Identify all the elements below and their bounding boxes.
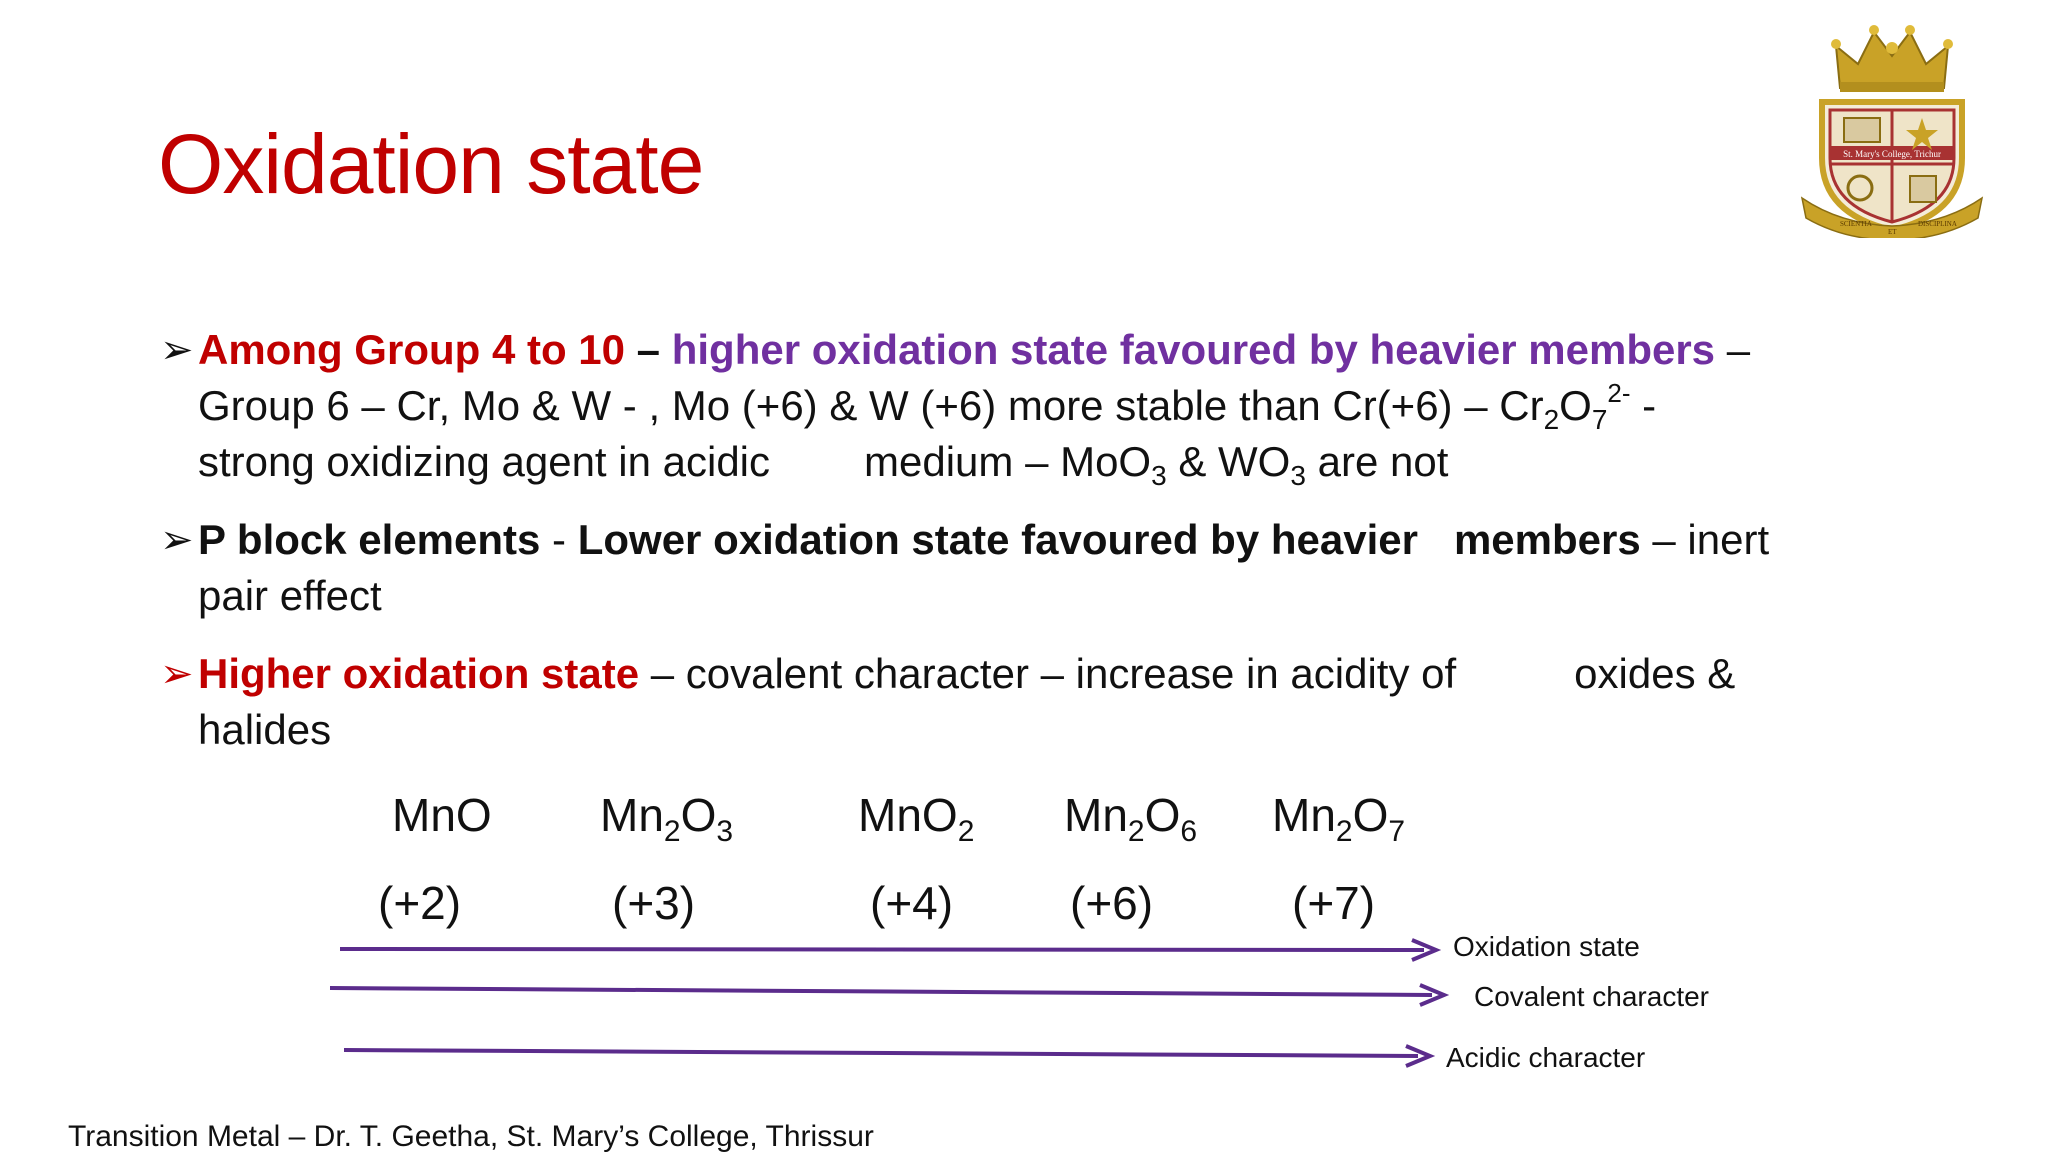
oxidation-state-arrow-label: Oxidation state <box>1453 931 1640 962</box>
bullet3-lead: Higher oxidation state <box>198 650 640 697</box>
bullet1-lead: Among Group 4 to 10 <box>198 326 626 373</box>
bullet1-dash: – <box>625 326 672 373</box>
acidic-character-arrow <box>344 1046 1430 1066</box>
bullet1-highlight: higher oxidation state favoured by heavier members <box>671 326 1716 373</box>
bullet1-line3-a: strong oxidizing agent in acidic <box>198 438 771 485</box>
bullet1-line2-end: - <box>1630 382 1657 429</box>
oxide-formula: $Mn_2O_3$ <box>600 789 734 848</box>
crest-college-name: St. Mary's College, Trichur <box>1843 149 1941 159</box>
bullet2-bold-b: members <box>1453 516 1641 563</box>
bullet3-tail2: oxides & <box>1574 650 1736 697</box>
motto-word-2: ET <box>1888 228 1897 236</box>
bullet3-line2: halides <box>198 706 332 753</box>
oxidation-state-value: (+6) <box>1070 877 1154 929</box>
oxide-formula: $Mn_2O_6$ <box>1064 789 1198 848</box>
dichromate-charge: 2- <box>1607 378 1631 408</box>
covalent-character-arrow-label: Covalent character <box>1474 981 1710 1012</box>
oxide-formula: MnO$_2$ <box>858 789 975 848</box>
slide-title: Oxidation state <box>158 117 704 211</box>
bullet2-mid: - <box>540 516 578 563</box>
bullet2-bold-a: Lower oxidation state favoured by heavier <box>577 516 1418 563</box>
oxide-formula: $Mn_2O_7$ <box>1272 789 1406 848</box>
arrowhead-bullet-icon: ➢ <box>160 518 194 562</box>
oxidation-state-value: (+4) <box>870 877 954 929</box>
bullet2-lead: P block elements <box>198 516 541 563</box>
wo3-sub: 3 <box>1290 460 1306 491</box>
dichromate-sub-7: 7 <box>1591 404 1608 435</box>
motto-word-1: SCIENTIA <box>1840 220 1872 228</box>
covalent-character-arrow <box>330 985 1444 1005</box>
arrowhead-bullet-icon: ➢ <box>160 328 194 372</box>
slide-footer: Transition Metal – Dr. T. Geetha, St. Mary’s College, Thrissur <box>68 1120 874 1153</box>
oxidation-state-value: (+2) <box>378 877 462 929</box>
bullet1-line2-text: Group 6 – Cr, Mo & W - , Mo (+6) & W (+6) more stable than Cr(+6) – Cr <box>198 382 1544 429</box>
bullet1-line3-b: medium – MoO <box>864 438 1152 485</box>
oxide-formula: MnO <box>392 789 492 841</box>
moo3-sub: 3 <box>1151 460 1167 491</box>
acidic-character-arrow-label: Acidic character <box>1446 1042 1646 1073</box>
oxidation-state-arrow <box>340 940 1436 960</box>
bullet1-line3-c: & WO <box>1166 438 1291 485</box>
bullet2-tail: – inert <box>1640 516 1770 563</box>
bullet3-tail: – covalent character – increase in acidity of <box>639 650 1457 697</box>
oxidation-state-value: (+3) <box>612 877 696 929</box>
oxidation-state-value: (+7) <box>1292 877 1376 929</box>
arrowhead-bullet-icon: ➢ <box>160 652 194 696</box>
motto-word-3: DISCIPLINA <box>1918 220 1957 228</box>
dichromate-o: O <box>1559 382 1592 429</box>
bullet1-line1-end: – <box>1715 326 1751 373</box>
dichromate-sub-2: 2 <box>1543 404 1560 435</box>
bullet1-line3-d: are not <box>1305 438 1449 485</box>
bullet2-line2: pair effect <box>198 572 382 619</box>
